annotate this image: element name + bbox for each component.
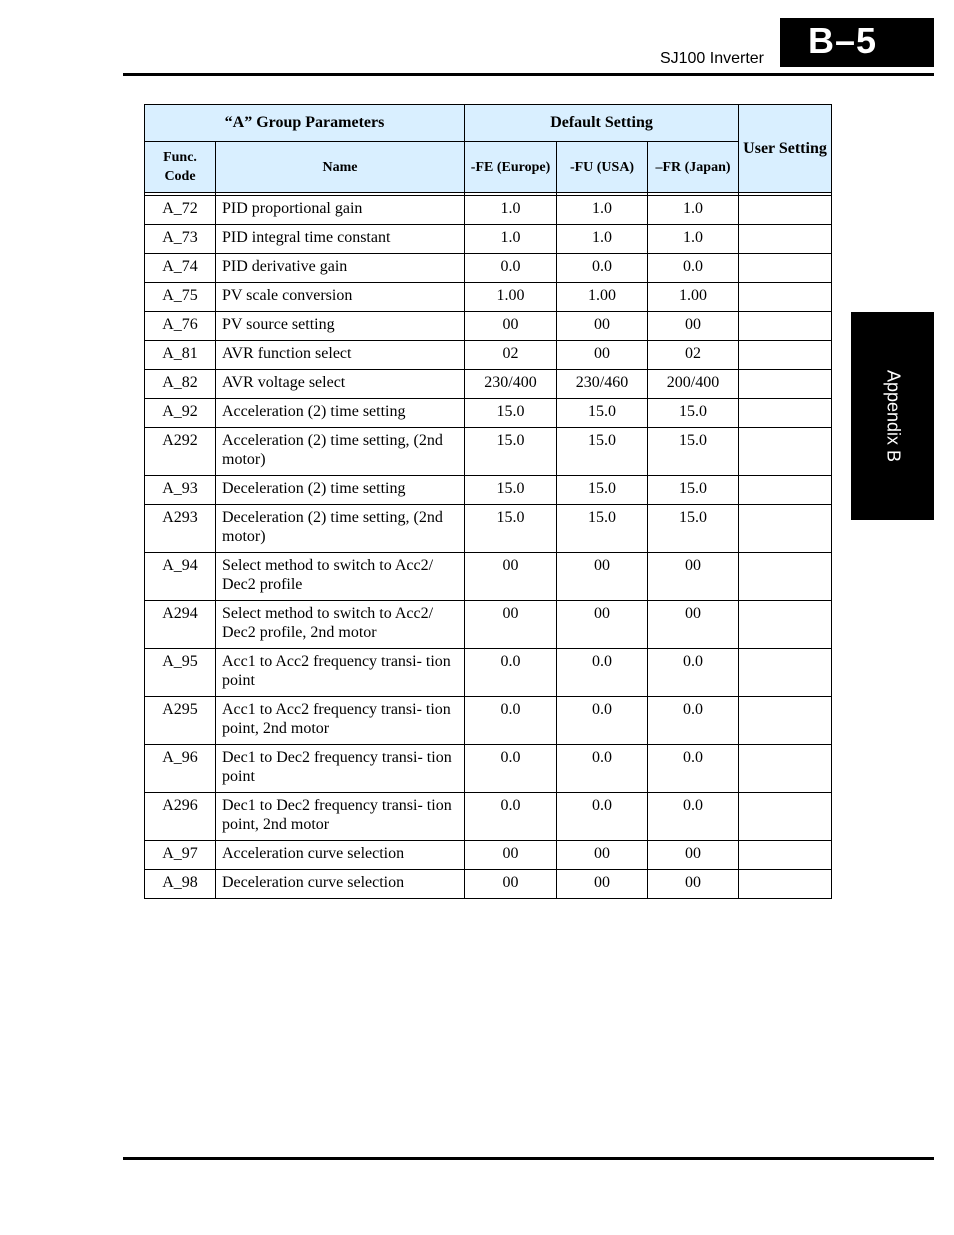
fr-value-cell: 0.0	[648, 649, 739, 697]
fe-value-cell: 1.0	[465, 225, 557, 254]
default-setting-header: Default Setting	[465, 105, 739, 142]
func-code-cell: A_82	[145, 370, 216, 399]
fr-value-cell: 00	[648, 553, 739, 601]
table-row	[145, 370, 832, 399]
fe-value-cell: 15.0	[465, 399, 557, 428]
user-setting-cell[interactable]	[739, 841, 832, 870]
fu-value-cell: 1.0	[557, 196, 648, 225]
name-cell: Deceleration (2) time setting	[216, 476, 465, 505]
func-code-cell: A_74	[145, 254, 216, 283]
func-code-cell: A_72	[145, 196, 216, 225]
user-setting-cell[interactable]	[739, 745, 832, 793]
fe-value-cell: 0.0	[465, 745, 557, 793]
fe-value-cell: 00	[465, 870, 557, 899]
footer-rule	[123, 1157, 934, 1160]
user-setting-cell[interactable]	[739, 399, 832, 428]
fr-value-cell: 15.0	[648, 428, 739, 476]
func-code-cell: A_95	[145, 649, 216, 697]
fu-value-cell: 1.0	[557, 225, 648, 254]
table-row	[145, 601, 832, 649]
name-cell: PID integral time constant	[216, 225, 465, 254]
name-cell: Select method to switch to Acc2/ Dec2 profile, 2nd motor	[216, 601, 465, 649]
user-setting-cell[interactable]	[739, 196, 832, 225]
fu-value-cell: 00	[557, 312, 648, 341]
a-group-parameters-table	[144, 104, 832, 899]
fr-value-cell: 1.0	[648, 196, 739, 225]
user-setting-cell[interactable]	[739, 649, 832, 697]
func-code-cell: A292	[145, 428, 216, 476]
table-row	[145, 649, 832, 697]
fe-value-cell: 02	[465, 341, 557, 370]
user-setting-cell[interactable]	[739, 225, 832, 254]
fu-value-cell: 0.0	[557, 697, 648, 745]
fe-value-cell: 00	[465, 312, 557, 341]
fu-value-cell: 00	[557, 341, 648, 370]
fe-value-cell: 00	[465, 553, 557, 601]
table-row	[145, 745, 832, 793]
user-setting-cell[interactable]	[739, 341, 832, 370]
page-number-box: B–5	[780, 18, 934, 67]
func-code-cell: A_92	[145, 399, 216, 428]
fu-value-cell: 0.0	[557, 793, 648, 841]
name-cell: Deceleration (2) time setting, (2nd motor)	[216, 505, 465, 553]
fu-value-cell: 15.0	[557, 505, 648, 553]
header-product-title: SJ100 Inverter	[659, 50, 764, 67]
table-row	[145, 341, 832, 370]
user-setting-cell[interactable]	[739, 553, 832, 601]
func-code-cell: A_73	[145, 225, 216, 254]
fr-value-cell: 15.0	[648, 476, 739, 505]
table-row	[145, 399, 832, 428]
fe-value-cell: 00	[465, 841, 557, 870]
appendix-side-tab	[851, 312, 934, 520]
func-code-cell: A295	[145, 697, 216, 745]
table-row	[145, 505, 832, 553]
user-setting-cell[interactable]	[739, 283, 832, 312]
fr-value-cell: 0.0	[648, 793, 739, 841]
fe-value-cell: 0.0	[465, 697, 557, 745]
fe-value-cell: 15.0	[465, 428, 557, 476]
group-title-header: “A” Group Parameters	[145, 105, 465, 142]
table-row	[145, 283, 832, 312]
fr-value-cell: 00	[648, 870, 739, 899]
func-code-cell: A293	[145, 505, 216, 553]
fu-value-cell: 0.0	[557, 254, 648, 283]
name-cell: PV scale conversion	[216, 283, 465, 312]
name-cell: Dec1 to Dec2 frequency transi- tion point	[216, 745, 465, 793]
name-cell: Acceleration (2) time setting, (2nd motor)	[216, 428, 465, 476]
name-cell: Deceleration curve selection	[216, 870, 465, 899]
table-row	[145, 312, 832, 341]
user-setting-cell[interactable]	[739, 793, 832, 841]
name-header: Name	[216, 142, 465, 193]
table-row	[145, 196, 832, 225]
fu-value-cell: 1.00	[557, 283, 648, 312]
func-code-cell: A_96	[145, 745, 216, 793]
fr-value-cell: 02	[648, 341, 739, 370]
table-row	[145, 793, 832, 841]
fe-value-cell: 1.0	[465, 196, 557, 225]
fu-value-cell: 0.0	[557, 649, 648, 697]
fr-value-cell: 1.0	[648, 225, 739, 254]
func-code-cell: A294	[145, 601, 216, 649]
user-setting-cell[interactable]	[739, 870, 832, 899]
table-row	[145, 697, 832, 745]
table-row	[145, 428, 832, 476]
name-cell: Acceleration curve selection	[216, 841, 465, 870]
fu-value-cell: 00	[557, 870, 648, 899]
func-code-cell: A_94	[145, 553, 216, 601]
fe-value-cell: 1.00	[465, 283, 557, 312]
func-code-header: Func. Code	[145, 142, 216, 193]
func-code-cell: A_93	[145, 476, 216, 505]
table-row	[145, 841, 832, 870]
user-setting-cell[interactable]	[739, 254, 832, 283]
func-code-cell: A_97	[145, 841, 216, 870]
fr-value-cell: 0.0	[648, 745, 739, 793]
table-row	[145, 225, 832, 254]
name-cell: Acceleration (2) time setting	[216, 399, 465, 428]
fu-value-cell: 15.0	[557, 399, 648, 428]
fe-header: -FE (Europe)	[465, 142, 557, 193]
header-rule	[123, 73, 934, 76]
fe-value-cell: 230/400	[465, 370, 557, 399]
name-cell: Dec1 to Dec2 frequency transi- tion point, 2nd motor	[216, 793, 465, 841]
user-setting-cell[interactable]	[739, 370, 832, 399]
func-code-cell: A_76	[145, 312, 216, 341]
name-cell: Select method to switch to Acc2/ Dec2 profile	[216, 553, 465, 601]
user-setting-cell[interactable]	[739, 428, 832, 476]
user-setting-cell[interactable]	[739, 312, 832, 341]
fr-value-cell: 00	[648, 601, 739, 649]
fe-value-cell: 0.0	[465, 254, 557, 283]
name-cell: PID derivative gain	[216, 254, 465, 283]
fr-value-cell: 200/400	[648, 370, 739, 399]
fr-value-cell: 1.00	[648, 283, 739, 312]
fu-value-cell: 15.0	[557, 476, 648, 505]
table-row	[145, 553, 832, 601]
fu-header: -FU (USA)	[557, 142, 648, 193]
table-row	[145, 476, 832, 505]
user-setting-cell[interactable]	[739, 505, 832, 553]
fr-value-cell: 00	[648, 841, 739, 870]
fe-value-cell: 00	[465, 601, 557, 649]
fu-value-cell: 0.0	[557, 745, 648, 793]
fr-value-cell: 00	[648, 312, 739, 341]
name-cell: PID proportional gain	[216, 196, 465, 225]
name-cell: PV source setting	[216, 312, 465, 341]
name-cell: AVR function select	[216, 341, 465, 370]
fe-value-cell: 0.0	[465, 649, 557, 697]
fu-value-cell: 00	[557, 601, 648, 649]
name-cell: AVR voltage select	[216, 370, 465, 399]
user-setting-cell[interactable]	[739, 697, 832, 745]
table-row	[145, 870, 832, 899]
name-cell: Acc1 to Acc2 frequency transi- tion point, 2nd motor	[216, 697, 465, 745]
fe-value-cell: 0.0	[465, 793, 557, 841]
func-code-cell: A_75	[145, 283, 216, 312]
user-setting-header: User Setting	[739, 105, 832, 193]
fu-value-cell: 15.0	[557, 428, 648, 476]
fe-value-cell: 15.0	[465, 505, 557, 553]
func-code-cell: A_81	[145, 341, 216, 370]
fr-value-cell: 15.0	[648, 505, 739, 553]
fr-value-cell: 0.0	[648, 254, 739, 283]
func-code-cell: A296	[145, 793, 216, 841]
fe-value-cell: 15.0	[465, 476, 557, 505]
name-cell: Acc1 to Acc2 frequency transi- tion point	[216, 649, 465, 697]
fu-value-cell: 230/460	[557, 370, 648, 399]
appendix-side-tab-label: Appendix B	[883, 369, 903, 463]
user-setting-cell[interactable]	[739, 476, 832, 505]
fu-value-cell: 00	[557, 841, 648, 870]
table-row	[145, 254, 832, 283]
fr-value-cell: 15.0	[648, 399, 739, 428]
fr-header: –FR (Japan)	[648, 142, 739, 193]
fr-value-cell: 0.0	[648, 697, 739, 745]
fu-value-cell: 00	[557, 553, 648, 601]
func-code-cell: A_98	[145, 870, 216, 899]
user-setting-cell[interactable]	[739, 601, 832, 649]
